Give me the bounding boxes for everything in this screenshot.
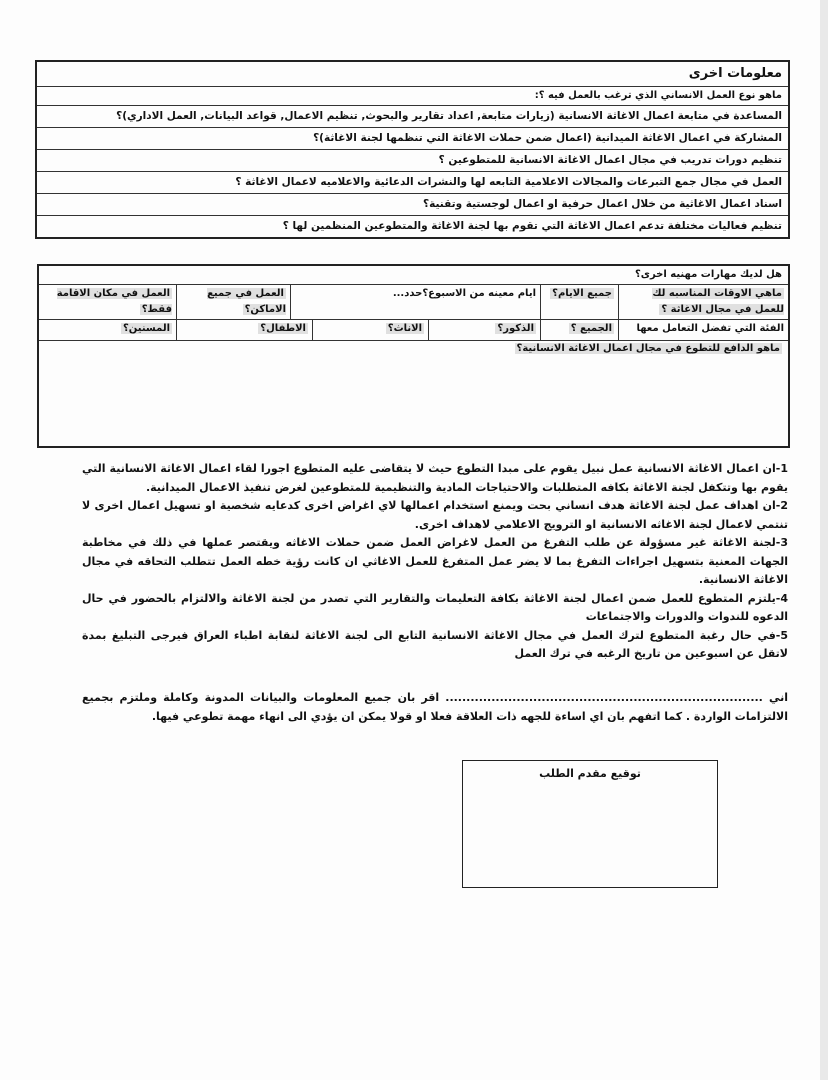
group-elderly-option[interactable]: المسنين؟ [122,323,170,334]
work-option-4: العمل في مجال جمع التبرعات والمجالات الاعلامية التابعه لها والنشرات الدعائية والاعلاميه لاعمال الاغاثة ؟ [37,172,788,194]
times-row [39,285,788,320]
signature-label: توقيع مقدم الطلب [539,767,641,780]
skills-table [37,264,790,448]
skills-question: هل لديك مهارات مهنيه اخرى؟ [634,269,782,280]
term-5: 5-في حال رغبة المتطوع لترك العمل في مجال الاغاثة الانسانية التابع الى لجنة الاغاثة لنقابة اطباء العراق فيرجى التبليغ بمدة لاتقل عن اسبوعين من تاريخ الرغبه في ترك العمل [82,628,788,660]
page-edge [820,0,828,1080]
term-3: 3-لجنة الاغاثة غير مسؤولة عن طلب التفرغ من العمل لاغراض العمل ضمن حملات الاغاثه ويقتصر عملها في ذلك في مخاطبة الجهات المعنية بتسهيل اجراءات التفرغ بما لا يضر عمل المتفرغ للعمل الاغاثي ان كانت رؤية خطه العمل تتطلب التحاقه في مجال الاغاثة الانسانية. [82,536,788,586]
skills-question-row [39,266,788,285]
work-option-1: المساعدة في متابعة اعمال الاغاثة الانسانية (زيارات متابعة, اعداد تقارير والبحوث, تنظيم الاعمال, قواعد البيانات, العمل الاداري)؟ [37,106,788,128]
work-option-5: اسناد اعمال الاغاثية من خلال اعمال حرفية او اعمال لوجستية وتقنية؟ [37,194,788,216]
other-info-header: معلومات اخرى [37,62,788,87]
all-places-option[interactable]: العمل في جميع الاماكن؟ [176,285,290,319]
work-option-3: تنظيم دورات تدريب في مجال اعمال الاغاثة الانسانية للمتطوعين ؟ [37,150,788,172]
declaration [82,688,788,726]
other-info-table [35,60,790,239]
group-all-option[interactable]: الجميع ؟ [540,320,618,340]
group-row [39,320,788,341]
all-days-option[interactable]: جميع الايام؟ [540,285,618,319]
work-option-6: تنظيم فعاليات مختلفة تدعم اعمال الاغاثة التي تقوم بها لجنة الاغاثة والمتطوعين المنظمين لها ؟ [282,220,782,232]
declaration-text: اني ............................................................................ اقر بان جميع المعلومات والبيانات المدونة وكاملة وملتزم بجميع الالتزامات الواردة . كما اتفهم بان اي اساءة للجهه ذات العلاقة فعلا او قولا يمكن ان يؤدي الى انهاء مهمة تطوعي فيها. [82,691,788,723]
work-option-2: المشاركة في اعمال الاغاثة الميدانية (اعمال ضمن حملات الاغاثة التي تنظمها لجنة الاغاثة)؟ [37,128,788,150]
times-label: ماهي الاوقات المناسبه لك للعمل في مجال الاغاثة ؟ [618,285,788,319]
term-1: 1-ان اعمال الاغاثة الانسانية عمل نبيل يقوم على مبدا التطوع حيث لا يتقاضى عليه المتطوع اجورا لقاء اعمال الاغاثة الانسانية التي يقوم بها وتتكفل لجنة الاغاثة بكافه المتطلبات والاحتياجات المادية والتنظيمية للمتطوعين لغرض تنفيذ الاعمال الميدانية. [82,462,788,494]
group-children-option[interactable]: الاطفال؟ [176,320,312,340]
group-males-option[interactable]: الذكور؟ [428,320,540,340]
term-2: 2-ان اهداف عمل لجنة الاغاثة هدف انساني بحت ويمنع استخدام اعمالها لاي اغراض اخرى كدعايه شخصية او تسهيل اعمال اخرى لا تنتمي لاعمال لجنة الاغاثه الانسانية او الترويج الاعلامي لاهداف اخرى. [82,499,788,531]
group-females-option[interactable]: الاناث؟ [312,320,428,340]
work-type-question: ماهو نوع العمل الانساني الذي ترغب بالعمل فيه ؟: [37,87,788,106]
residence-only-option[interactable]: العمل في مكان الاقامة فقط؟ [56,288,172,315]
group-label: الفئة التي تفضل التعامل معها [618,320,788,340]
signature-box[interactable] [462,760,718,888]
term-4: 4-يلتزم المتطوع للعمل ضمن اعمال لجنة الاغاثة بكافة التعليمات والتقارير التي تصدر من لجنة الاغاثة والالتزام بالحضور في حال الدعوه للندوات والدورات والاجتماعات [82,591,788,623]
terms-section [82,460,788,664]
specific-days-option[interactable]: ايام معينه من الاسبوع؟حدد... [290,285,540,319]
motive-question[interactable]: ماهو الدافع للتطوع في مجال اعمال الاغاثة الانسانية؟ [516,343,780,354]
